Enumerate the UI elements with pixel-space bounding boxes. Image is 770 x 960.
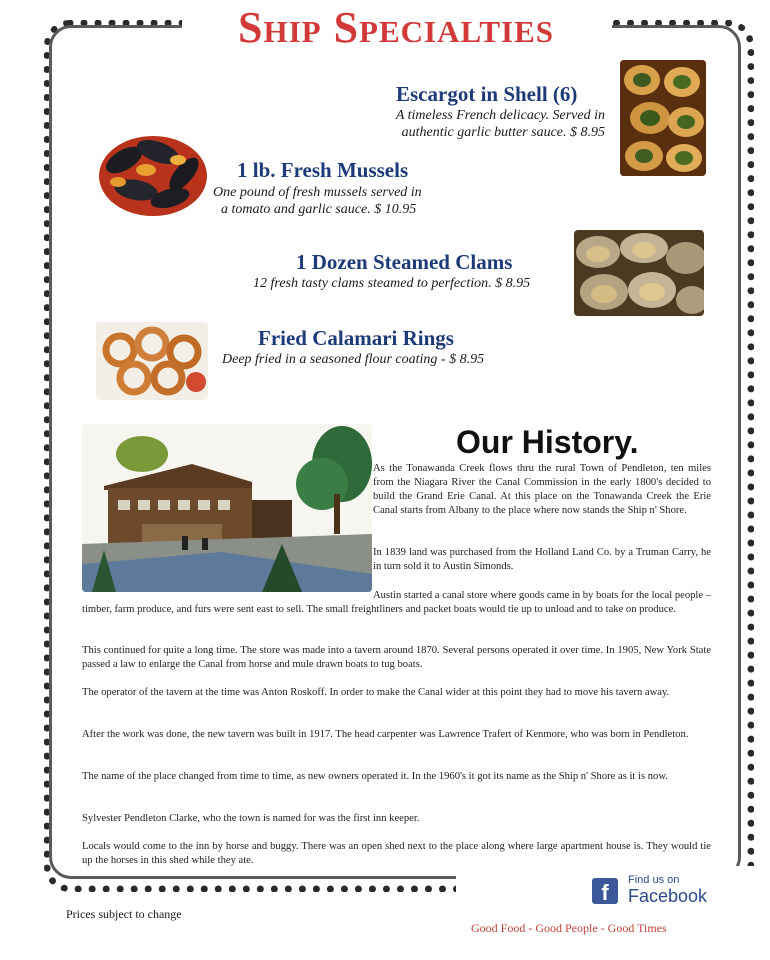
item-name-mussels: 1 lb. Fresh Mussels <box>237 158 409 182</box>
facebook-label: Facebook <box>628 886 708 906</box>
history-paragraph: As the Tonawanda Creek flows thru the rural Town of Pendleton, ten miles from the Niagara River the Canal Commission in the early 1800's decided to build the Grand Erie Canal. At this place on the Tonawanda Creek the Erie Canal starts from Albany to the place where now stands the Ship n' Shore. <box>373 463 711 516</box>
history-title: Our History. <box>456 424 639 460</box>
history-paragraph: Austin started a canal store where goods came in by boats for the local people – timber, farm produce, and furs were sent east to sell. The small freightliners and packet boats would tie up to unload and to take on produce. <box>82 590 712 615</box>
history-paragraph: Sylvester Pendleton Clarke, who the town is named for was the first inn keeper. <box>82 813 420 824</box>
calamari-image <box>96 322 208 400</box>
item-desc-calamari: Deep fried in a seasoned flour coating - $ 8.95 <box>222 352 485 367</box>
tavern-image <box>82 424 372 592</box>
history-paragraph: After the work was done, the new tavern was built in 1917. The head carpenter was Lawrence Trafert of Kenmore, who was born in Pendleton. <box>82 729 689 740</box>
prices-note: Prices subject to change <box>66 907 182 921</box>
page-title: Ship Specialties <box>238 3 554 52</box>
history-paragraph: In 1839 land was purchased from the Holland Land Co. by a Truman Carry, he in turn sold it to Austin Simonds. <box>373 547 711 572</box>
clams-image <box>574 230 704 316</box>
escargot-photo <box>620 60 706 176</box>
mussels-image <box>96 124 210 220</box>
item-desc-line: A timeless French delicacy. Served in <box>395 108 605 123</box>
facebook-icon: f <box>592 878 618 904</box>
item-desc-mussels <box>213 184 453 218</box>
item-desc-line: a tomato and garlic sauce. $ 10.95 <box>221 202 417 217</box>
history-paragraph: This continued for quite a long time. The store was made into a tavern around 1870. Several persons operated it over time. In 1905, New York State passed a law to enlarge the Canal from horse and mule drawn boats to tug boats. <box>82 645 711 670</box>
item-desc-line: authentic garlic butter sauce. $ 8.95 <box>401 125 605 140</box>
item-desc-line: One pound of fresh mussels served in <box>213 185 422 200</box>
item-desc-clams: 12 fresh tasty clams steamed to perfection. $ 8.95 <box>253 276 531 291</box>
history-paragraph: The name of the place changed from time to time, as new owners operated it. In the 1960's it got its name as the Ship n' Shore as it is now. <box>82 771 668 782</box>
facebook-badge[interactable] <box>592 874 722 908</box>
escargot-image <box>620 60 706 176</box>
history-paragraph: The operator of the tavern at the time was Anton Roskoff. In order to make the Canal wider at this point they had to move his tavern away. <box>82 687 670 698</box>
clams-photo <box>574 230 704 316</box>
mussels-photo <box>96 124 210 220</box>
item-name-clams: 1 Dozen Steamed Clams <box>296 250 513 274</box>
item-name-escargot: Escargot in Shell (6) <box>396 82 578 106</box>
facebook-find-us: Find us on <box>628 874 680 886</box>
item-name-calamari: Fried Calamari Rings <box>258 326 454 350</box>
tavern-illustration <box>82 424 372 592</box>
history-paragraph: Locals would come to the inn by horse and buggy. There was an open shed next to the place along where large apartment house is. They would tie up the horses in this shed while they ate. <box>82 841 711 866</box>
calamari-photo <box>96 322 208 400</box>
tagline: Good Food - Good People - Good Times <box>471 921 667 935</box>
item-desc-escargot <box>380 107 605 141</box>
